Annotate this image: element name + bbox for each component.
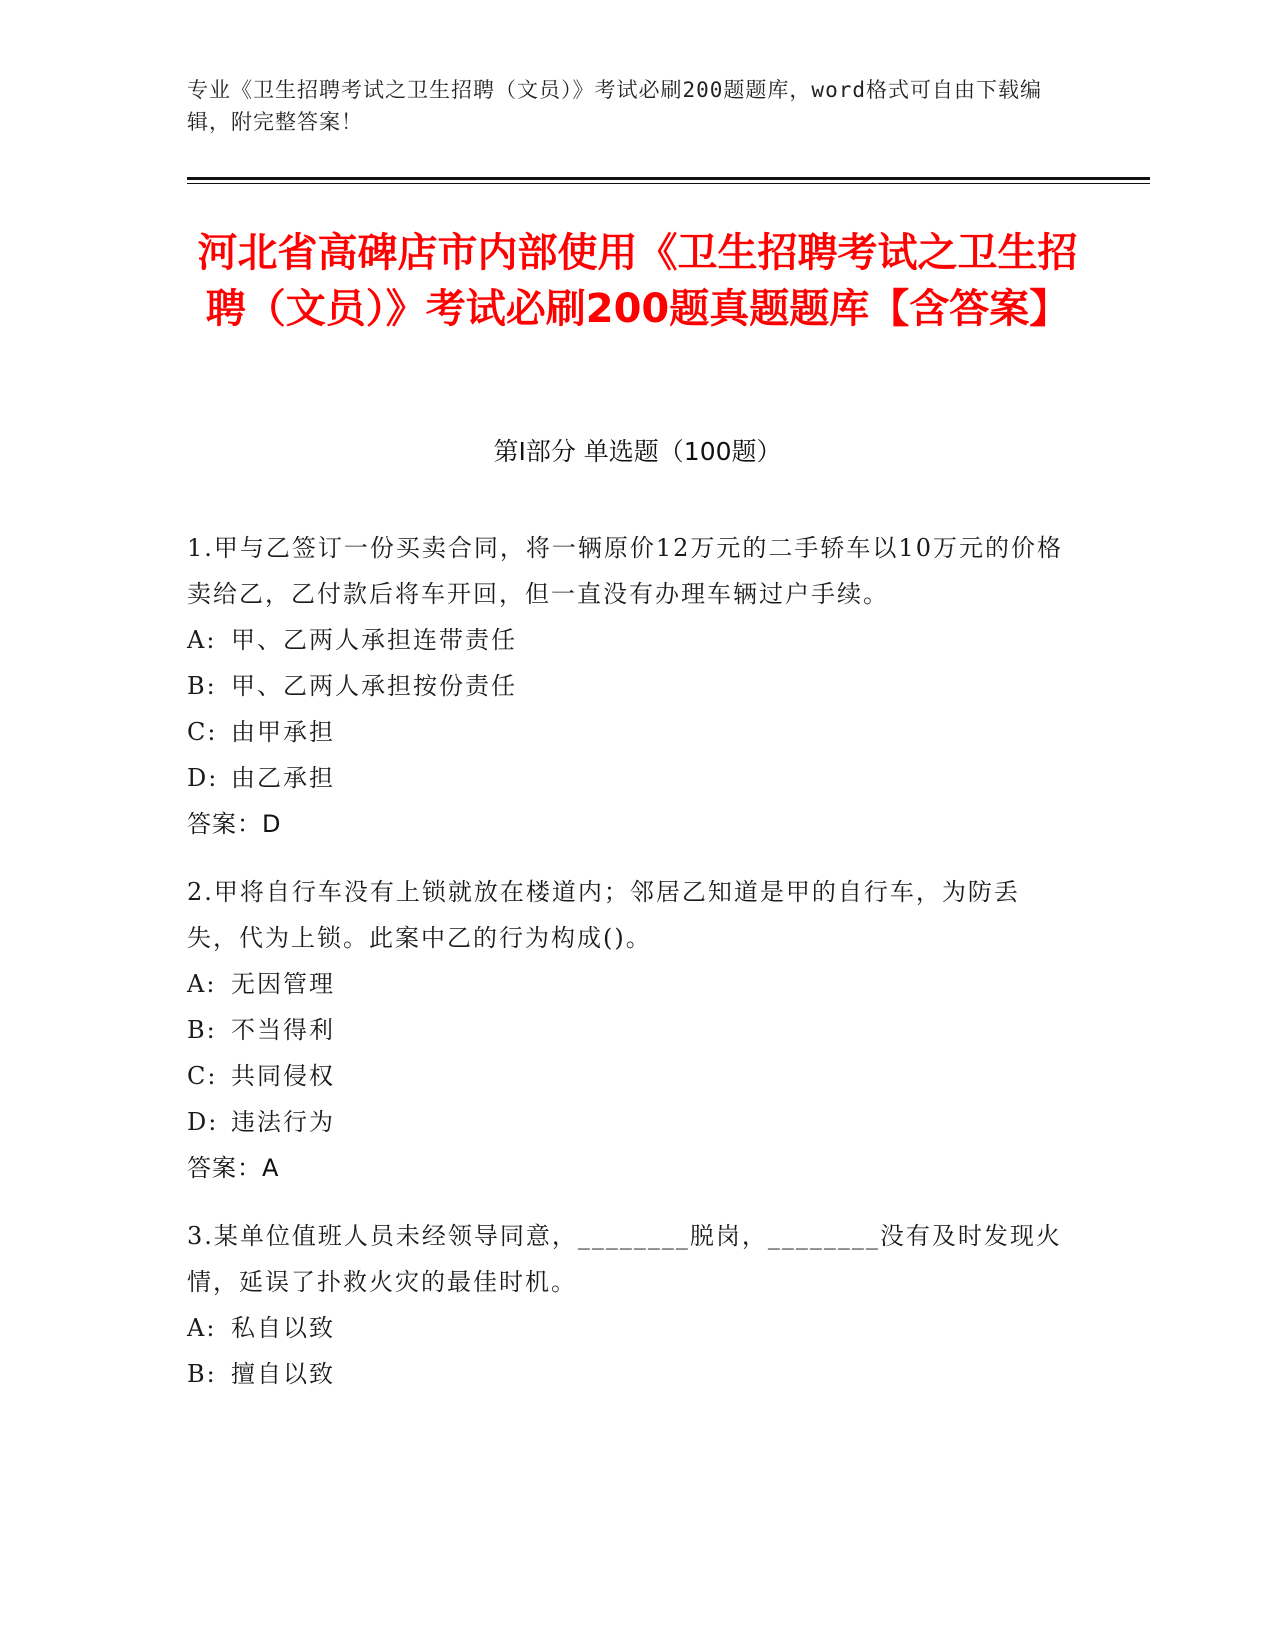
option-key: C:: [187, 1062, 218, 1090]
answer-value: D: [262, 810, 282, 838]
section-title: 第Ⅰ部分 单选题（100题）: [493, 437, 782, 466]
answer-line: [187, 801, 1067, 847]
option-b: [187, 663, 1067, 709]
option-c: [187, 1053, 1067, 1099]
option-b: [187, 1007, 1067, 1053]
option-text: 不当得利: [231, 1016, 335, 1044]
option-key: D:: [187, 1108, 219, 1136]
header-rule-thin: [187, 183, 1150, 184]
question-stem: 1.甲与乙签订一份买卖合同，将一辆原价12万元的二手轿车以10万元的价格卖给乙，乙付款后将车开回，但一直没有办理车辆过户手续。: [187, 534, 1063, 608]
option-a: [187, 617, 1067, 663]
option-text: 违法行为: [231, 1108, 335, 1136]
option-text: 私自以致: [231, 1314, 335, 1342]
option-key: A:: [187, 970, 217, 998]
question-stem: 2.甲将自行车没有上锁就放在楼道内；邻居乙知道是甲的自行车，为防丢失，代为上锁。此案中乙的行为构成()。: [187, 878, 1020, 952]
option-key: A:: [187, 1314, 217, 1342]
question-2: [187, 869, 1067, 1191]
header-note: 专业《卫生招聘考试之卫生招聘（文员）》考试必刷200题题库，word格式可自由下载编辑，附完整答案！: [187, 78, 1042, 134]
option-a: [187, 961, 1067, 1007]
option-key: A:: [187, 626, 217, 654]
option-key: B:: [187, 672, 217, 700]
question-stem: 3.某单位值班人员未经领导同意，________脱岗，________没有及时发现火情，延误了扑救火灾的最佳时机。: [187, 1222, 1062, 1296]
option-text: 擅自以致: [231, 1360, 335, 1388]
question-list: [187, 525, 1067, 1419]
option-key: B:: [187, 1360, 217, 1388]
option-c: [187, 709, 1067, 755]
option-text: 共同侵权: [231, 1062, 335, 1090]
answer-label: 答案：: [187, 1154, 262, 1182]
question-3: [187, 1213, 1067, 1397]
answer-label: 答案：: [187, 810, 262, 838]
option-key: B:: [187, 1016, 217, 1044]
option-text: 甲、乙两人承担按份责任: [231, 672, 517, 700]
option-text: 无因管理: [231, 970, 335, 998]
question-1: [187, 525, 1067, 847]
option-key: D:: [187, 764, 219, 792]
option-b: [187, 1351, 1067, 1397]
header-rule-thick: [187, 177, 1150, 180]
option-text: 由乙承担: [231, 764, 335, 792]
option-text: 由甲承担: [231, 718, 335, 746]
option-a: [187, 1305, 1067, 1351]
answer-line: [187, 1145, 1067, 1191]
option-d: [187, 1099, 1067, 1145]
option-text: 甲、乙两人承担连带责任: [231, 626, 517, 654]
option-d: [187, 755, 1067, 801]
option-key: C:: [187, 718, 218, 746]
answer-value: A: [262, 1154, 280, 1182]
document-title: 河北省高碑店市内部使用《卫生招聘考试之卫生招聘（文员）》考试必刷200题真题题库【含答案】: [197, 230, 1078, 332]
